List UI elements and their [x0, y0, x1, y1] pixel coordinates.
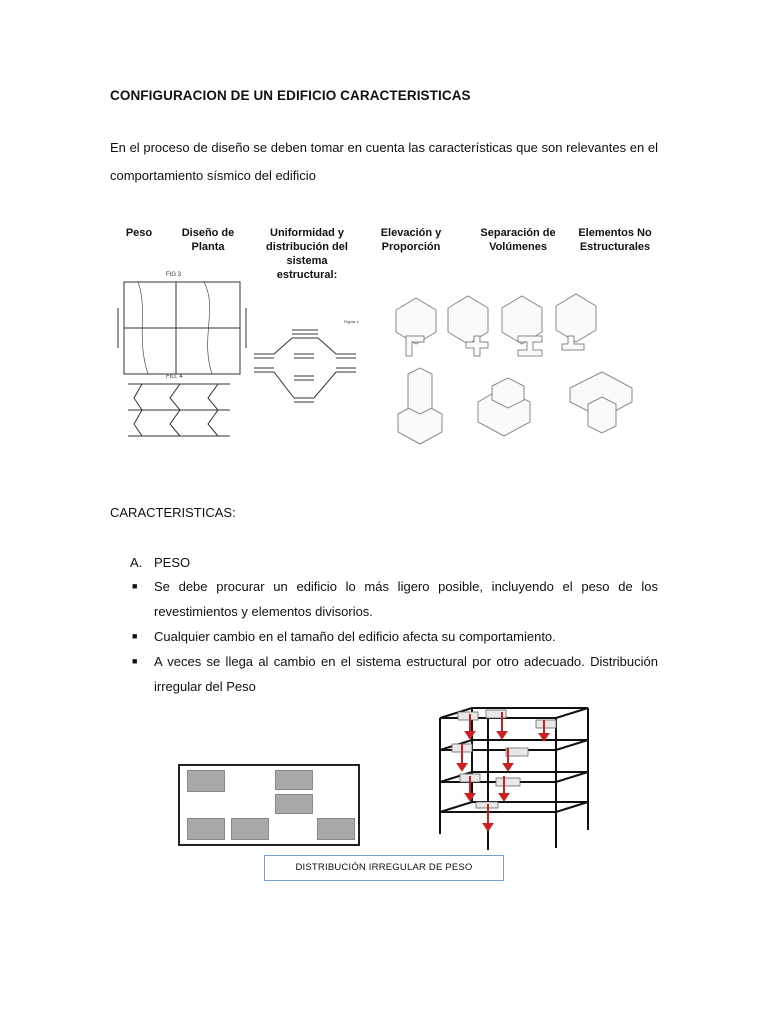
figure-caption: DISTRIBUCIÓN IRREGULAR DE PESO: [264, 855, 504, 881]
characteristics-figure: [108, 218, 663, 466]
section-heading: CARACTERISTICAS:: [110, 505, 236, 520]
page-title: CONFIGURACION DE UN EDIFICIO CARACTERISTICAS: [110, 88, 471, 103]
label-separacion: Separación de Volúmenes: [480, 227, 556, 253]
bullet-marker: ■: [132, 581, 138, 591]
fig3-label: FIG 3: [166, 272, 182, 278]
figura-label: Figura 4: [344, 319, 359, 324]
intro-paragraph: En el proceso de diseño se deben tomar en cuenta las características que son relevantes en el comportamiento sísmico del edificio: [110, 140, 658, 183]
weight-block: [187, 770, 225, 792]
bullet-item: [130, 574, 658, 624]
weight-block: [275, 794, 313, 814]
subsection-letter: A.: [130, 555, 143, 570]
irregular-weight-plan: [178, 764, 360, 846]
subsection-heading: [130, 555, 190, 570]
label-uniformidad: Uniformidad y distribución del sistema estructural:: [266, 227, 348, 281]
weight-block: [275, 770, 313, 790]
weight-block: [317, 818, 355, 840]
bullet-text: Se debe procurar un edificio lo más ligero posible, incluyendo el peso de los revestimientos y elementos divisorios.: [154, 579, 658, 619]
fig3-plan: [118, 272, 246, 374]
fig4-label: FIG. 4: [166, 374, 183, 380]
bullet-list: [130, 574, 658, 699]
label-elementos: Elementos No Estructurales: [578, 227, 652, 253]
label-diseno-planta: Diseño de Planta: [181, 227, 235, 253]
weight-block: [231, 818, 269, 840]
bullet-text: A veces se llega al cambio en el sistema estructural por otro adecuado. Distribución irregular del Peso: [154, 654, 658, 694]
frame-load-diagram: [432, 700, 594, 850]
weight-block: [187, 818, 225, 840]
fig4-elevation: [128, 374, 230, 436]
figure-drawings: [108, 218, 663, 466]
subsection-title: PESO: [154, 555, 191, 570]
uniformity-diagram: [254, 319, 359, 402]
bullet-item: [130, 649, 658, 699]
bullet-marker: ■: [132, 631, 138, 641]
bullet-text: Cualquier cambio en el tamaño del edificio afecta su comportamiento.: [154, 629, 556, 644]
bullet-item: [130, 624, 658, 649]
isometric-blocks: [396, 294, 632, 444]
bullet-marker: ■: [132, 656, 138, 666]
label-elevacion: Elevación y Proporción: [380, 227, 442, 253]
label-peso: Peso: [125, 227, 153, 239]
